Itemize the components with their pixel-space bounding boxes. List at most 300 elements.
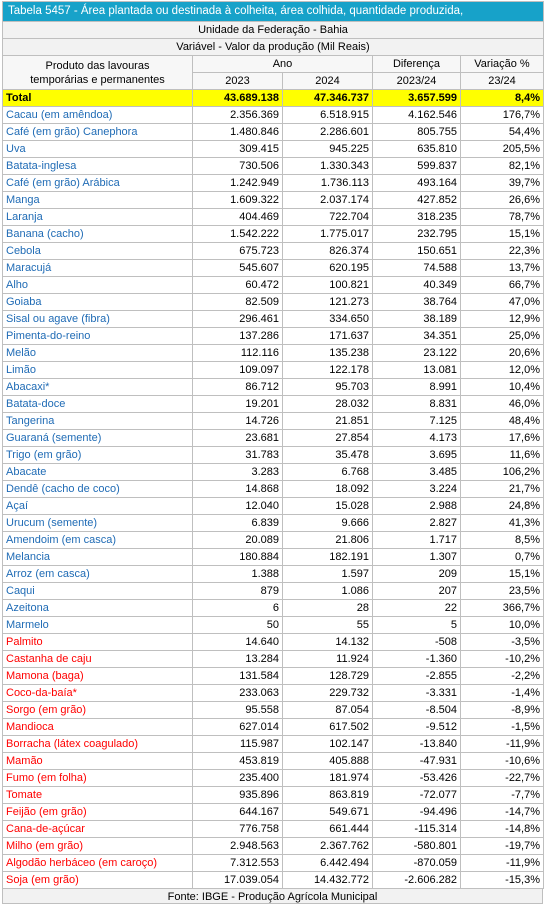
value-2023-cell: 545.607 — [193, 260, 283, 277]
product-cell: Abacate — [3, 464, 193, 481]
product-cell: Algodão herbáceo (em caroço) — [3, 855, 193, 872]
value-2023-cell: 19.201 — [193, 396, 283, 413]
product-cell: Dendê (cacho de coco) — [3, 481, 193, 498]
table-row — [3, 685, 544, 702]
table-row — [3, 702, 544, 719]
total-diff: 3.657.599 — [373, 90, 461, 107]
table-row — [3, 821, 544, 838]
variation-cell: 205,5% — [461, 141, 544, 158]
value-2024-cell: 122.178 — [283, 362, 373, 379]
difference-cell: 7.125 — [373, 413, 461, 430]
variation-cell: 15,1% — [461, 226, 544, 243]
unit-row — [3, 22, 544, 39]
table-row — [3, 532, 544, 549]
product-cell: Mandioca — [3, 719, 193, 736]
variation-cell: 22,3% — [461, 243, 544, 260]
value-2024-cell: 863.819 — [283, 787, 373, 804]
table-title-row — [3, 2, 544, 22]
value-2024-cell: 181.974 — [283, 770, 373, 787]
difference-cell: -94.496 — [373, 804, 461, 821]
value-2024-cell: 2.367.762 — [283, 838, 373, 855]
variation-cell: 17,6% — [461, 430, 544, 447]
table-row — [3, 668, 544, 685]
difference-cell: 232.795 — [373, 226, 461, 243]
value-2024-cell: 14.132 — [283, 634, 373, 651]
value-2024-cell: 6.442.494 — [283, 855, 373, 872]
total-label: Total — [3, 90, 193, 107]
value-2024-cell: 128.729 — [283, 668, 373, 685]
variation-cell: 24,8% — [461, 498, 544, 515]
product-cell: Café (em grão) Canephora — [3, 124, 193, 141]
variation-cell: -2,2% — [461, 668, 544, 685]
value-2023-cell: 13.284 — [193, 651, 283, 668]
value-2023-cell: 627.014 — [193, 719, 283, 736]
table-row — [3, 566, 544, 583]
variation-cell: -7,7% — [461, 787, 544, 804]
variation-cell: -1,5% — [461, 719, 544, 736]
product-cell: Mamão — [3, 753, 193, 770]
value-2024-cell: 55 — [283, 617, 373, 634]
data-table — [2, 1, 544, 889]
difference-cell: 427.852 — [373, 192, 461, 209]
table-row — [3, 838, 544, 855]
value-2023-cell: 309.415 — [193, 141, 283, 158]
table-row — [3, 770, 544, 787]
value-2024-cell: 2.037.174 — [283, 192, 373, 209]
product-cell: Melancia — [3, 549, 193, 566]
total-var: 8,4% — [461, 90, 544, 107]
difference-cell: 8.831 — [373, 396, 461, 413]
variation-cell: 12,0% — [461, 362, 544, 379]
value-2023-cell: 3.283 — [193, 464, 283, 481]
table-row — [3, 141, 544, 158]
difference-cell: -3.331 — [373, 685, 461, 702]
table-row — [3, 277, 544, 294]
value-2023-cell: 82.509 — [193, 294, 283, 311]
value-2023-cell: 31.783 — [193, 447, 283, 464]
product-cell: Uva — [3, 141, 193, 158]
product-cell: Sisal ou agave (fibra) — [3, 311, 193, 328]
table-row — [3, 787, 544, 804]
value-2023-cell: 644.167 — [193, 804, 283, 821]
product-cell: Batata-doce — [3, 396, 193, 413]
product-header-line2: temporárias e permanentes — [30, 73, 165, 86]
product-cell: Banana (cacho) — [3, 226, 193, 243]
value-2024-cell: 1.736.113 — [283, 175, 373, 192]
difference-cell: -2.606.282 — [373, 872, 461, 889]
product-cell: Borracha (látex coagulado) — [3, 736, 193, 753]
variation-cell: 66,7% — [461, 277, 544, 294]
variation-cell: 41,3% — [461, 515, 544, 532]
difference-cell: 599.837 — [373, 158, 461, 175]
value-2024-cell: 171.637 — [283, 328, 373, 345]
value-2023-cell: 14.726 — [193, 413, 283, 430]
product-cell: Fumo (em folha) — [3, 770, 193, 787]
variation-cell: -11,9% — [461, 855, 544, 872]
value-2024-cell: 549.671 — [283, 804, 373, 821]
variation-cell: -10,2% — [461, 651, 544, 668]
value-2024-cell: 121.273 — [283, 294, 373, 311]
value-2023-cell: 935.896 — [193, 787, 283, 804]
table-row — [3, 549, 544, 566]
value-2024-cell: 229.732 — [283, 685, 373, 702]
table-row — [3, 600, 544, 617]
table-row — [3, 294, 544, 311]
table-row — [3, 855, 544, 872]
header-row-1 — [3, 56, 544, 73]
product-header — [3, 56, 193, 90]
product-cell: Batata-inglesa — [3, 158, 193, 175]
table-row — [3, 617, 544, 634]
product-header-line1: Produto das lavouras — [45, 59, 150, 72]
difference-cell: -47.931 — [373, 753, 461, 770]
value-2023-cell: 730.506 — [193, 158, 283, 175]
total-2023: 43.689.138 — [193, 90, 283, 107]
value-2024-cell: 14.432.772 — [283, 872, 373, 889]
value-2024-cell: 15.028 — [283, 498, 373, 515]
year2-header: 2024 — [283, 73, 373, 90]
value-2024-cell: 9.666 — [283, 515, 373, 532]
variation-cell: 0,7% — [461, 549, 544, 566]
var-header-line2: 23/24 — [461, 73, 544, 90]
variation-cell: 25,0% — [461, 328, 544, 345]
difference-cell: -580.801 — [373, 838, 461, 855]
table-row — [3, 175, 544, 192]
variation-cell: 11,6% — [461, 447, 544, 464]
product-cell: Tangerina — [3, 413, 193, 430]
value-2023-cell: 137.286 — [193, 328, 283, 345]
diff-header-line1: Diferença — [373, 56, 461, 73]
table-row — [3, 872, 544, 889]
value-2023-cell: 131.584 — [193, 668, 283, 685]
value-2023-cell: 109.097 — [193, 362, 283, 379]
product-cell: Manga — [3, 192, 193, 209]
difference-cell: 150.651 — [373, 243, 461, 260]
difference-cell: -508 — [373, 634, 461, 651]
product-cell: Marmelo — [3, 617, 193, 634]
value-2023-cell: 879 — [193, 583, 283, 600]
product-cell: Alho — [3, 277, 193, 294]
product-cell: Palmito — [3, 634, 193, 651]
value-2023-cell: 14.640 — [193, 634, 283, 651]
table-row — [3, 413, 544, 430]
value-2024-cell: 95.703 — [283, 379, 373, 396]
variation-cell: -11,9% — [461, 736, 544, 753]
difference-cell: 38.189 — [373, 311, 461, 328]
var-header-line1: Variação % — [461, 56, 544, 73]
variation-cell: 10,0% — [461, 617, 544, 634]
value-2024-cell: 35.478 — [283, 447, 373, 464]
table-row — [3, 736, 544, 753]
product-cell: Coco-da-baía* — [3, 685, 193, 702]
table-row — [3, 311, 544, 328]
variation-cell: 21,7% — [461, 481, 544, 498]
table-row — [3, 124, 544, 141]
table-row — [3, 430, 544, 447]
value-2024-cell: 21.851 — [283, 413, 373, 430]
product-cell: Açaí — [3, 498, 193, 515]
variation-cell: 82,1% — [461, 158, 544, 175]
difference-cell: -870.059 — [373, 855, 461, 872]
source-note: Fonte: IBGE - Produção Agrícola Municipal — [2, 888, 543, 904]
product-cell: Limão — [3, 362, 193, 379]
variation-cell: -3,5% — [461, 634, 544, 651]
product-cell: Goiaba — [3, 294, 193, 311]
product-cell: Café (em grão) Arábica — [3, 175, 193, 192]
value-2024-cell: 617.502 — [283, 719, 373, 736]
difference-cell: 207 — [373, 583, 461, 600]
difference-cell: -2.855 — [373, 668, 461, 685]
year1-header: 2023 — [193, 73, 283, 90]
value-2023-cell: 1.609.322 — [193, 192, 283, 209]
value-2024-cell: 21.806 — [283, 532, 373, 549]
product-cell: Amendoim (em casca) — [3, 532, 193, 549]
value-2023-cell: 1.242.949 — [193, 175, 283, 192]
value-2023-cell: 17.039.054 — [193, 872, 283, 889]
table-row — [3, 345, 544, 362]
value-2023-cell: 86.712 — [193, 379, 283, 396]
difference-cell: 209 — [373, 566, 461, 583]
value-2023-cell: 1.480.846 — [193, 124, 283, 141]
variation-cell: 12,9% — [461, 311, 544, 328]
value-2023-cell: 404.469 — [193, 209, 283, 226]
value-2023-cell: 453.819 — [193, 753, 283, 770]
value-2023-cell: 296.461 — [193, 311, 283, 328]
variation-cell: 26,6% — [461, 192, 544, 209]
value-2024-cell: 1.775.017 — [283, 226, 373, 243]
product-cell: Feijão (em grão) — [3, 804, 193, 821]
variation-cell: 23,5% — [461, 583, 544, 600]
table-row — [3, 719, 544, 736]
difference-cell: -115.314 — [373, 821, 461, 838]
value-2024-cell: 28 — [283, 600, 373, 617]
value-2023-cell: 95.558 — [193, 702, 283, 719]
value-2024-cell: 334.650 — [283, 311, 373, 328]
variation-cell: 8,5% — [461, 532, 544, 549]
variation-cell: 15,1% — [461, 566, 544, 583]
difference-cell: 3.224 — [373, 481, 461, 498]
variation-cell: 366,7% — [461, 600, 544, 617]
difference-cell: -1.360 — [373, 651, 461, 668]
difference-cell: 23.122 — [373, 345, 461, 362]
table-row — [3, 192, 544, 209]
value-2024-cell: 6.768 — [283, 464, 373, 481]
value-2023-cell: 112.116 — [193, 345, 283, 362]
total-2024: 47.346.737 — [283, 90, 373, 107]
difference-cell: -8.504 — [373, 702, 461, 719]
value-2024-cell: 11.924 — [283, 651, 373, 668]
table-row — [3, 362, 544, 379]
table-row — [3, 804, 544, 821]
variation-cell: 106,2% — [461, 464, 544, 481]
value-2024-cell: 87.054 — [283, 702, 373, 719]
value-2023-cell: 6 — [193, 600, 283, 617]
value-2023-cell: 235.400 — [193, 770, 283, 787]
value-2023-cell: 20.089 — [193, 532, 283, 549]
table-row — [3, 209, 544, 226]
value-2024-cell: 100.821 — [283, 277, 373, 294]
table-row — [3, 753, 544, 770]
table-row — [3, 243, 544, 260]
difference-cell: -72.077 — [373, 787, 461, 804]
product-cell: Maracujá — [3, 260, 193, 277]
difference-cell: 2.988 — [373, 498, 461, 515]
difference-cell: 3.485 — [373, 464, 461, 481]
value-2024-cell: 405.888 — [283, 753, 373, 770]
table-row — [3, 379, 544, 396]
value-2023-cell: 776.758 — [193, 821, 283, 838]
difference-cell: 74.588 — [373, 260, 461, 277]
difference-cell: 805.755 — [373, 124, 461, 141]
table-row — [3, 464, 544, 481]
variation-cell: 78,7% — [461, 209, 544, 226]
difference-cell: 493.164 — [373, 175, 461, 192]
table-row — [3, 498, 544, 515]
value-2024-cell: 27.854 — [283, 430, 373, 447]
difference-cell: 635.810 — [373, 141, 461, 158]
difference-cell: 4.162.546 — [373, 107, 461, 124]
year-group-header: Ano — [193, 56, 373, 73]
value-2024-cell: 2.286.601 — [283, 124, 373, 141]
value-2023-cell: 6.839 — [193, 515, 283, 532]
variable-row — [3, 39, 544, 56]
variation-cell: 10,4% — [461, 379, 544, 396]
value-2023-cell: 7.312.553 — [193, 855, 283, 872]
value-2024-cell: 28.032 — [283, 396, 373, 413]
table-row — [3, 226, 544, 243]
difference-cell: 34.351 — [373, 328, 461, 345]
variation-cell: 48,4% — [461, 413, 544, 430]
unit-label: Unidade da Federação - Bahia — [3, 22, 544, 39]
table-row — [3, 328, 544, 345]
value-2023-cell: 2.948.563 — [193, 838, 283, 855]
difference-cell: -53.426 — [373, 770, 461, 787]
value-2024-cell: 945.225 — [283, 141, 373, 158]
difference-cell: 318.235 — [373, 209, 461, 226]
variation-cell: -19,7% — [461, 838, 544, 855]
difference-cell: 13.081 — [373, 362, 461, 379]
product-cell: Urucum (semente) — [3, 515, 193, 532]
value-2024-cell: 661.444 — [283, 821, 373, 838]
product-cell: Cebola — [3, 243, 193, 260]
variation-cell: -14,7% — [461, 804, 544, 821]
table-row — [3, 158, 544, 175]
value-2023-cell: 675.723 — [193, 243, 283, 260]
product-cell: Cacau (em amêndoa) — [3, 107, 193, 124]
product-cell: Tomate — [3, 787, 193, 804]
value-2023-cell: 50 — [193, 617, 283, 634]
value-2023-cell: 1.542.222 — [193, 226, 283, 243]
variation-cell: -8,9% — [461, 702, 544, 719]
value-2023-cell: 12.040 — [193, 498, 283, 515]
difference-cell: 1.717 — [373, 532, 461, 549]
difference-cell: 5 — [373, 617, 461, 634]
value-2024-cell: 826.374 — [283, 243, 373, 260]
difference-cell: 8.991 — [373, 379, 461, 396]
value-2024-cell: 102.147 — [283, 736, 373, 753]
difference-cell: 22 — [373, 600, 461, 617]
product-cell: Pimenta-do-reino — [3, 328, 193, 345]
variation-cell: -14,8% — [461, 821, 544, 838]
difference-cell: 1.307 — [373, 549, 461, 566]
value-2023-cell: 14.868 — [193, 481, 283, 498]
product-cell: Cana-de-açúcar — [3, 821, 193, 838]
table-row — [3, 634, 544, 651]
value-2023-cell: 1.388 — [193, 566, 283, 583]
variation-cell: -22,7% — [461, 770, 544, 787]
value-2024-cell: 1.330.343 — [283, 158, 373, 175]
value-2023-cell: 180.884 — [193, 549, 283, 566]
product-cell: Laranja — [3, 209, 193, 226]
product-cell: Caqui — [3, 583, 193, 600]
variation-cell: -10,6% — [461, 753, 544, 770]
value-2024-cell: 722.704 — [283, 209, 373, 226]
difference-cell: -13.840 — [373, 736, 461, 753]
product-cell: Milho (em grão) — [3, 838, 193, 855]
difference-cell: 38.764 — [373, 294, 461, 311]
value-2024-cell: 135.238 — [283, 345, 373, 362]
variation-cell: 47,0% — [461, 294, 544, 311]
variation-cell: 13,7% — [461, 260, 544, 277]
variation-cell: 176,7% — [461, 107, 544, 124]
variation-cell: -15,3% — [461, 872, 544, 889]
product-cell: Guaraná (semente) — [3, 430, 193, 447]
product-cell: Sorgo (em grão) — [3, 702, 193, 719]
table-row — [3, 651, 544, 668]
table-row — [3, 447, 544, 464]
table-title: Tabela 5457 - Área plantada ou destinada à colheita, área colhida, quantidade produzida, — [3, 2, 544, 22]
product-cell: Mamona (baga) — [3, 668, 193, 685]
variation-cell: -1,4% — [461, 685, 544, 702]
value-2023-cell: 60.472 — [193, 277, 283, 294]
variation-cell: 46,0% — [461, 396, 544, 413]
value-2024-cell: 6.518.915 — [283, 107, 373, 124]
product-cell: Melão — [3, 345, 193, 362]
variation-cell: 39,7% — [461, 175, 544, 192]
table-row — [3, 481, 544, 498]
product-cell: Trigo (em grão) — [3, 447, 193, 464]
product-cell: Abacaxi* — [3, 379, 193, 396]
difference-cell: 40.349 — [373, 277, 461, 294]
product-cell: Arroz (em casca) — [3, 566, 193, 583]
table-row — [3, 107, 544, 124]
value-2023-cell: 115.987 — [193, 736, 283, 753]
product-cell: Azeitona — [3, 600, 193, 617]
value-2023-cell: 23.681 — [193, 430, 283, 447]
table-row — [3, 260, 544, 277]
value-2024-cell: 1.597 — [283, 566, 373, 583]
product-cell: Soja (em grão) — [3, 872, 193, 889]
variation-cell: 54,4% — [461, 124, 544, 141]
value-2024-cell: 620.195 — [283, 260, 373, 277]
difference-cell: 3.695 — [373, 447, 461, 464]
table-row — [3, 396, 544, 413]
value-2023-cell: 233.063 — [193, 685, 283, 702]
value-2024-cell: 1.086 — [283, 583, 373, 600]
value-2024-cell: 182.191 — [283, 549, 373, 566]
table-row — [3, 583, 544, 600]
table-row — [3, 515, 544, 532]
product-cell: Castanha de caju — [3, 651, 193, 668]
value-2023-cell: 2.356.369 — [193, 107, 283, 124]
variation-cell: 20,6% — [461, 345, 544, 362]
diff-header-line2: 2023/24 — [373, 73, 461, 90]
difference-cell: -9.512 — [373, 719, 461, 736]
value-2024-cell: 18.092 — [283, 481, 373, 498]
difference-cell: 2.827 — [373, 515, 461, 532]
difference-cell: 4.173 — [373, 430, 461, 447]
total-row — [3, 90, 544, 107]
